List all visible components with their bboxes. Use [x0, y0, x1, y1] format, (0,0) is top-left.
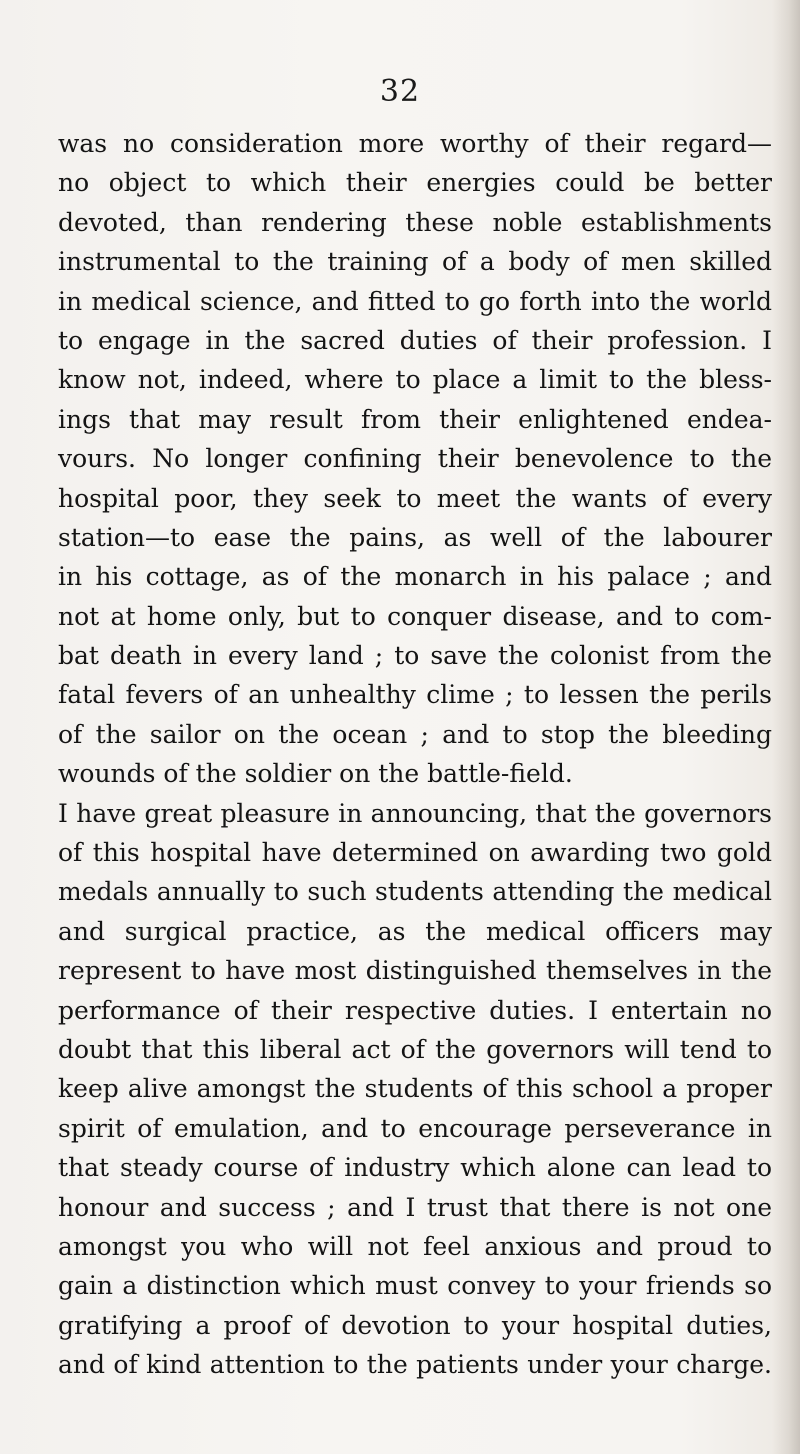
text-line: medals annually to such students attending the medical	[58, 877, 772, 907]
text-line: amongst you who will not feel anxious and proud to	[58, 1231, 772, 1261]
text-line: performance of their respective duties. I entertain no	[58, 995, 772, 1025]
text-line: doubt that this liberal act of the governors will tend to	[58, 1034, 772, 1064]
text-line: hospital poor, they seek to meet the wants of every	[58, 483, 772, 513]
text-line: spirit of emulation, and to encourage perseverance in	[58, 1113, 772, 1143]
text-line: station—to ease the pains, as well of the labourer	[58, 522, 772, 552]
text-line: gratifying a proof of devotion to your hospital duties,	[58, 1310, 772, 1340]
text-line: devoted, than rendering these noble establishments	[58, 207, 772, 237]
text-line: represent to have most distinguished themselves in the	[58, 956, 772, 986]
text-line: fatal fevers of an unhealthy clime ; to lessen the perils	[58, 680, 772, 710]
text-line: was no consideration more worthy of their regard—	[58, 129, 772, 158]
text-line: keep alive amongst the students of this school a proper	[58, 1074, 772, 1104]
text-line: not at home only, but to conquer disease, and to com-	[58, 601, 772, 631]
text-line: in medical science, and fitted to go forth into the world	[58, 286, 772, 316]
text-line: and surgical practice, as the medical officers may	[58, 916, 772, 946]
text-line: of this hospital have determined on awarding two gold	[58, 838, 772, 868]
text-line: ings that may result from their enlightened endea-	[58, 404, 772, 434]
body-text	[58, 124, 772, 1385]
text-line: of the sailor on the ocean ; and to stop the bleeding	[58, 719, 772, 749]
text-line: honour and success ; and I trust that there is not one	[58, 1192, 772, 1222]
text-line: wounds of the soldier on the battle-field.	[58, 759, 573, 789]
page-edge-shadow	[772, 0, 800, 1454]
text-line: in his cottage, as of the monarch in his palace ; and	[58, 562, 772, 592]
page-number: 32	[379, 74, 421, 109]
text-line: I have great pleasure in announcing, that the governors	[58, 798, 772, 828]
text-line: instrumental to the training of a body of men skilled	[58, 247, 772, 277]
text-line: vours. No longer confining their benevolence to the	[58, 444, 772, 474]
text-line: no object to which their energies could be better	[58, 168, 772, 198]
text-line: and of kind attention to the patients under your charge.	[58, 1350, 772, 1380]
text-line: bat death in every land ; to save the colonist from the	[58, 641, 772, 671]
text-line: gain a distinction which must convey to your friends so	[58, 1271, 772, 1301]
text-line: know not, indeed, where to place a limit to the bless-	[58, 365, 772, 395]
text-line: that steady course of industry which alone can lead to	[58, 1153, 772, 1183]
text-line: to engage in the sacred duties of their profession. I	[58, 325, 772, 355]
